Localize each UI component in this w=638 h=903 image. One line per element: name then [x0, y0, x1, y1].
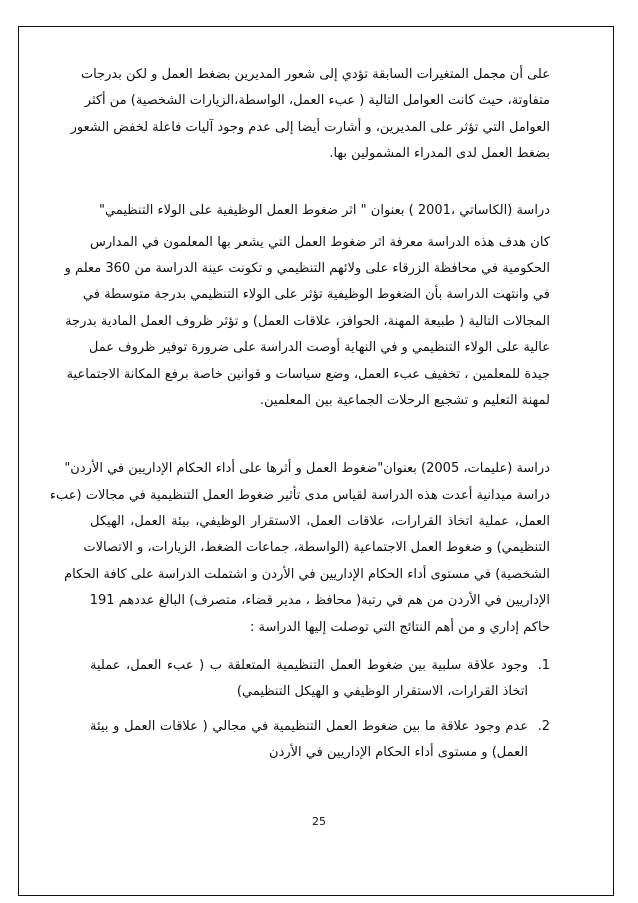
- study-3-line: العمل، عملية اتخاذ القرارات، علاقات العمل، الاستقرار الوظيفي، بيئة العمل، الهيكل: [90, 514, 550, 530]
- result-line: عدم وجود علاقة ما بين ضغوط العمل التنظيمية في مجالي ( علاقات العمل و بيئة: [90, 718, 528, 734]
- study-2-line: الحكومية في محافظة الزرقاء على ولائهم التنظيمي و تكونت عينة الدراسة من 360 معلم و: [64, 260, 550, 276]
- study-2-line: في وانتهت الدراسة بأن الضغوط الوظيفية تؤثر على الولاء التنظيمي بدرجة متوسطة في: [82, 287, 550, 303]
- result-item-1: [90, 653, 550, 706]
- study-2-body: [64, 230, 550, 415]
- result-line: اتخاذ القرارات، الاستقرار الوظيفي و الهيكل التنظيمي): [236, 684, 528, 700]
- study-3-line: دراسة ميدانية أعدت هذه الدراسة لقياس مدى تأثير ضغوط العمل التنظيمية في مجالات (عبء: [49, 487, 550, 503]
- study-3-line: الإداريين في الأردن من هم في رتبة( محافظ ، مدير قضاء، متصرف) البالغ عددهم 191: [89, 593, 550, 609]
- study-2-line: عالية على الولاء التنظيمي و في النهاية أوصت الدراسة على ضرورة توفير ظروف عمل: [88, 340, 550, 356]
- result-line: وجود علاقة سلبية بين ضغوط العمل التنظيمية المتعلقة ب ( عبء العمل، عملية: [90, 658, 528, 674]
- result-line: العمل) و مستوى أداء الحكام الإداريين في الأردن: [269, 745, 528, 761]
- result-item-2: [90, 714, 550, 767]
- study-2-line: لمهنة التعليم و تشجيع الرحلات الجماعية بين المعلمين.: [259, 392, 550, 408]
- study-2-line: كان هدف هذه الدراسة معرفة اثر ضغوط العمل التي يشعر بها المعلمون في المدارس: [90, 234, 550, 250]
- study-3-line: التنظيمي) و ضغوط العمل الاجتماعية (الواسطة، جماعات الضغط، الزيارات، و الاتصالات: [83, 540, 550, 556]
- document-body: [49, 62, 550, 767]
- result-number: 1.: [537, 658, 550, 674]
- result-number: 2.: [537, 718, 550, 734]
- study-3-line: دراسة (عليمات، 2005) بعنوان"ضغوط العمل و أثرها على أداء الحكام الإداريين في الأردن": [64, 461, 550, 477]
- paragraph-1-line: العوامل التي تؤثر على المديرين، و أشارت أيضا إلى عدم وجود آليات فاعلة لخفض الشعور: [70, 119, 550, 135]
- study-2-line: جيدة للمعلمين ، تخفيف عبء العمل، وضع سياسات و قوانين خاصة برفع المكانة الاجتماعية: [66, 366, 550, 382]
- paragraph-1-line: على أن مجمل المتغيرات السابقة تؤدي إلى شعور المديرين بضغط العمل و لكن بدرجات: [80, 67, 550, 82]
- paragraph-1-line: بضغط العمل لدى المدراء المشمولين بها.: [329, 146, 550, 162]
- study-2-heading: دراسة (الكاساتي ،2001 ) بعنوان " اثر ضغوط العمل الوظيفية على الولاء التنظيمي": [99, 202, 550, 218]
- study-3-body: [49, 456, 550, 641]
- paragraph-1-line: متفاوتة، حيث كانت العوامل التالية ( عبء العمل، الواسطة،الزيارات الشخصية) من أكثر: [84, 93, 550, 109]
- study-3-line: الشخصية) في مستوى أداء الحكام الإداريين في الأردن و اشتملت الدراسة على كافة الحكام: [64, 566, 550, 582]
- page-number: 25: [312, 815, 326, 828]
- study-2-line: المجالات التالية ( طبيعة المهنة، الحوافز، علاقات العمل) و تؤثر ظروف العمل المادية بدرجة: [65, 313, 550, 329]
- paragraph-1: [70, 62, 550, 168]
- study-3-line: حاكم إداري و من أهم النتائج التي توصلت إليها الدراسة :: [249, 619, 550, 635]
